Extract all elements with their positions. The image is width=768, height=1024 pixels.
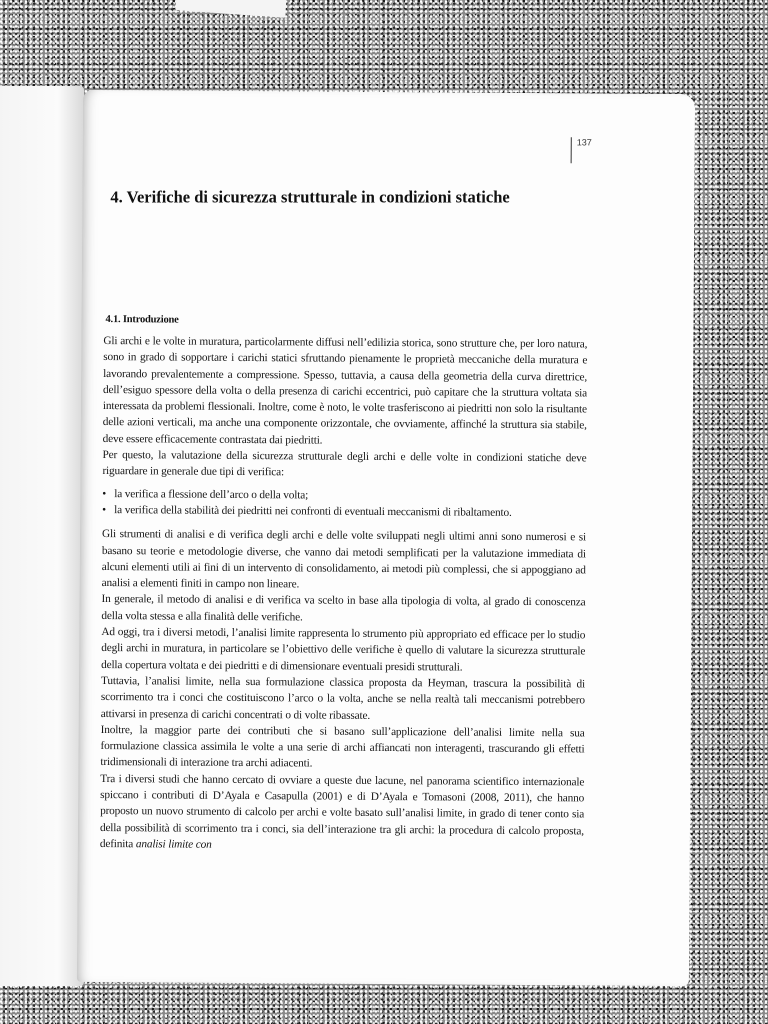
book-page xyxy=(77,90,695,986)
paragraph: Gli strumenti di analisi e di verifica degli archi e delle volte sviluppati negli ultimi anni sono numerosi e si basano su teorie e metodologie diverse, che vanno dai metodi semplificati per la valutazione immediata di alcuni elementi utili ai fini di un intervento di consolidamento, ai metodi più complessi, che si appoggiano ad analisi a elementi finiti in campo non lineare. xyxy=(101,528,587,591)
paragraph xyxy=(100,771,585,856)
verification-list xyxy=(102,486,586,522)
paragraph: Inoltre, la maggior parte dei contributi che si basano sull’applicazione dell’analisi limite nella sua formulazione classica assimila le volte a una serie di archi affiancati non interagenti, trascurando gli effetti tridimensionali di interazione tra archi adiacenti. xyxy=(100,723,585,770)
section-title: 4.1. Introduzione xyxy=(105,314,179,326)
page-number: 137 xyxy=(576,137,592,148)
list-item: • la verifica della stabilità dei piedritti nei confronti di eventuali meccanismi di ribaltamento. xyxy=(102,502,586,522)
paragraph: Per questo, la valutazione della sicurezza strutturale degli archi e delle volte in condizioni statiche deve riguardare in generale due tipi di verifica: xyxy=(102,449,587,479)
page-number-rule xyxy=(571,137,572,163)
chapter-title: 4. Verifiche di sicurezza strutturale in condizioni statiche xyxy=(110,187,510,207)
paragraph-italic-text: analisi limite con xyxy=(135,838,212,851)
paragraph: Tuttavia, l’analisi limite, nella sua formulazione classica proposta da Heyman, trascura la possibilità di scorrimento tra i conci che costituiscono l’arco o la volta, anche se nella realtà tali meccanismi potrebbero attivarsi in presenza di carichi concentrati o di volte ribassate. xyxy=(100,674,586,722)
list-item: • la verifica a flessione dell’arco o della volta; xyxy=(102,486,586,506)
left-page-edge xyxy=(0,86,84,986)
paragraph: Gli archi e le volte in muratura, particolarmente diffusi nell’edilizia storica, sono strutture che, per loro natura, sono in grado di sopportare i carichi statici sfruttando pienamente le proprietà meccaniche della muratura e lavorando prevalentemente a compressione. Spesso, tuttavia, a causa della geometria della curva direttrice, dell’esiguo spessore della volta o della presenza di carichi eccentrici, può capitare che la struttura voltata sia interessata da problemi flessionali. Inoltre, come è noto, le volte trasferiscono ai piedritti non solo la risultante delle azioni verticali, ma anche una componente orizzontale, che ovviamente, affinché la struttura sia stabile, deve essere efficacemente contrastata dai piedritti. xyxy=(102,335,588,447)
paper-corner xyxy=(175,0,286,18)
paragraph: In generale, il metodo di analisi e di verifica va scelto in base alla tipologia di volta, al grado di conoscenza della volta stessa e alla finalità delle verifiche. xyxy=(101,593,586,624)
paragraph-text: Tra i diversi studi che hanno cercato di ovviare a queste due lacune, nel panorama scientifico internazionale spiccano i contributi di D’Ayala e Casapulla (2001) e di D’Ayala e Tomasoni (2008, 2011), che hanno proposto un nuovo strumento di calcolo per archi e volte basato sull’analisi limite, in grado di tener conto sia della possibilità di scorrimento tra i conci, sia dell’interazione tra gli archi: la procedura di calcolo proposta, definita xyxy=(99,772,585,851)
paragraph: Ad oggi, tra i diversi metodi, l’analisi limite rappresenta lo strumento più appropriato ed efficace per lo studio degli archi in muratura, in particolare se l’obiettivo delle verifiche è quello di valutare la sicurezza strutturale della copertura voltata e dei piedritti e di dimensionare eventuali presidi strutturali. xyxy=(101,626,586,674)
body-text xyxy=(100,333,588,856)
